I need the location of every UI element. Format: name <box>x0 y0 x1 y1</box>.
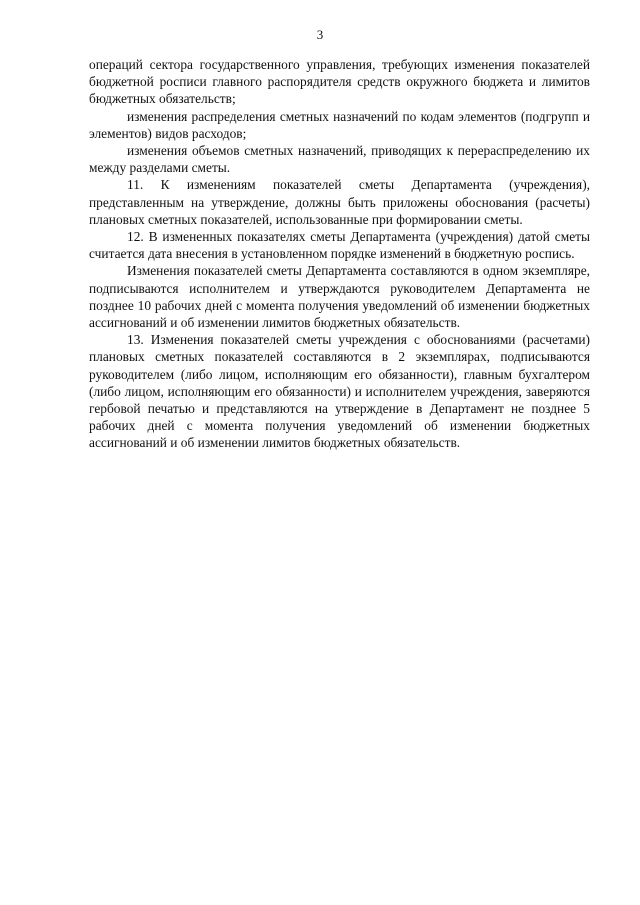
page-number: 3 <box>316 27 324 42</box>
paragraph-item-12: 12. В измененных показателях сметы Департамента (учреждения) датой сметы считается дата внесения в установленном порядке изменений в бюджетную роспись. <box>89 229 590 262</box>
paragraph-department-changes: Изменения показателей сметы Департамента составляются в одном экземпляре, подписываются исполнителем и утверждаются руководителем Департамента не позднее 10 рабочих дней с момента получения уведомлений об изменении бюджетных ассигнований и об изменении лимитов бюджетных обязательств. <box>89 263 590 331</box>
paragraph-item-13: 13. Изменения показателей сметы учреждения с обоснованиями (расчетами) плановых сметных показателей составляются в 2 экземплярах, подписываются руководителем (либо лицом, исполняющим его обязанности), главным бухгалтером (либо лицом, исполняющим его обязанности) и исполнителем учреждения, заверяются гербовой печатью и представляются на утверждение в Департамент не позднее 5 рабочих дней с момента получения уведомлений об изменении бюджетных ассигнований и об изменении лимитов бюджетных обязательств. <box>89 332 590 451</box>
document-body <box>89 56 590 452</box>
paragraph-subgroup-changes: изменения распределения сметных назначений по кодам элементов (подгрупп и элементов) видов расходов; <box>89 108 590 141</box>
paragraph-volume-changes: изменения объемов сметных назначений, приводящих к перераспределению их между разделами сметы. <box>89 143 590 176</box>
paragraph-continuation: операций сектора государственного управления, требующих изменения показателей бюджетной росписи главного распорядителя средств окружного бюджета и лимитов бюджетных обязательств; <box>89 57 590 107</box>
paragraph-item-11: 11. К изменениям показателей сметы Департамента (учреждения), представленным на утверждение, должны быть приложены обоснования (расчеты) плановых сметных показателей, использованные при формировании сметы. <box>89 177 590 227</box>
